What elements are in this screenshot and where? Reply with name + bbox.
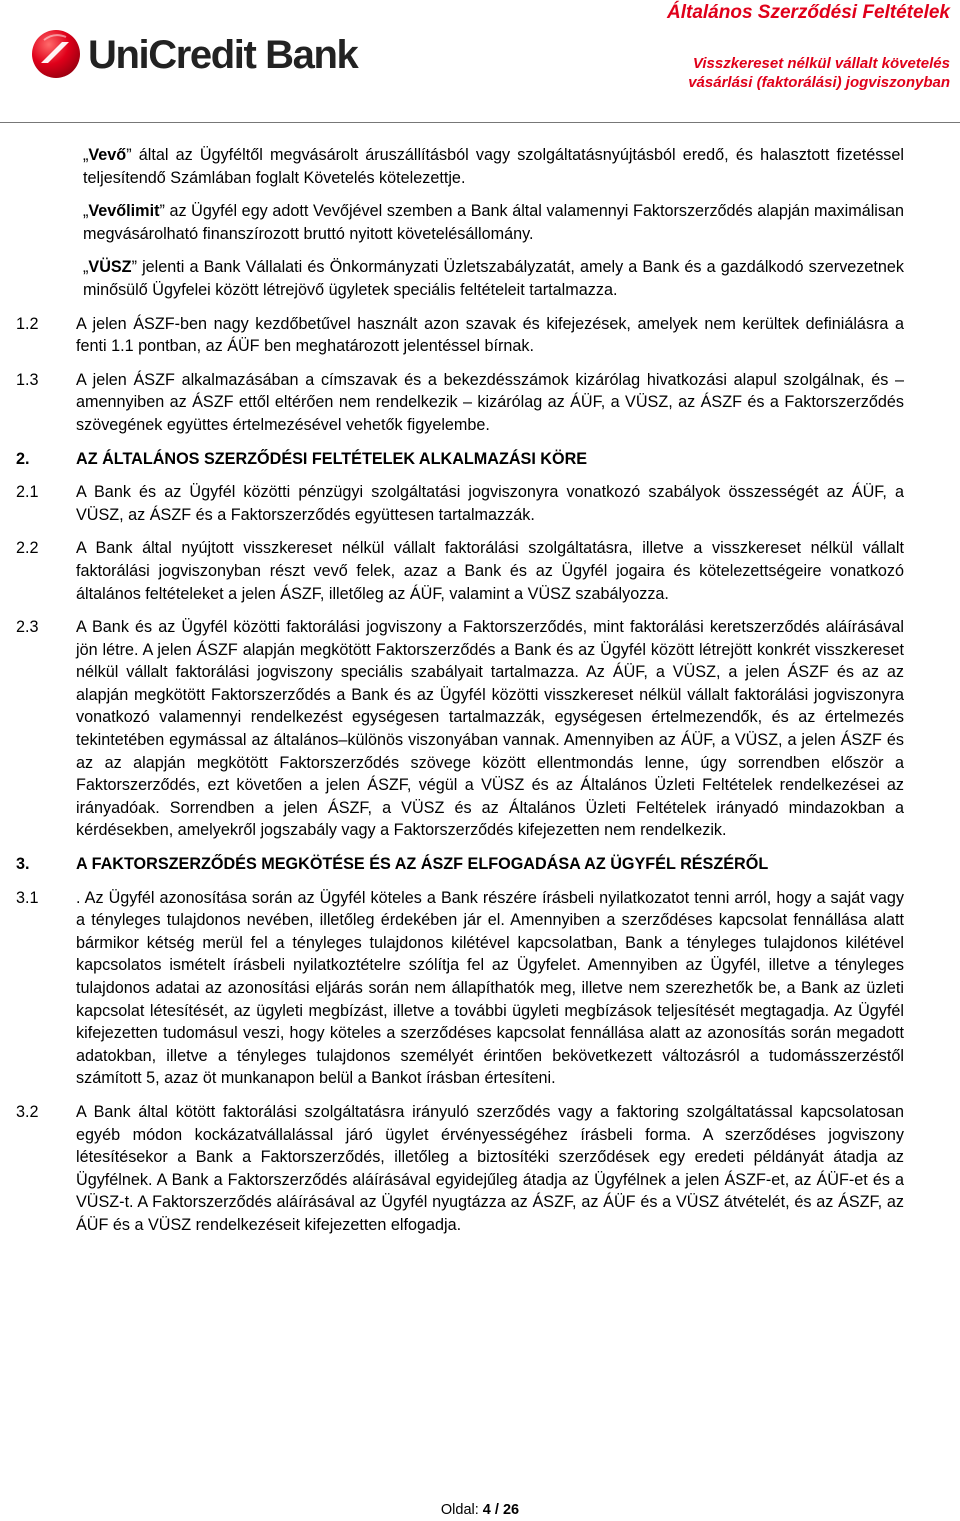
definition-text: az Ügyfél egy adott Vevőjével szemben a Bank által valamennyi Faktorszerződés alapján maximálisan megvásárolható finanszírozott bruttó nyitott követelésállomány.: [83, 202, 904, 243]
header-divider: [0, 122, 960, 123]
section-text: A Bank által nyújtott visszkereset nélkül vállalt faktorálási szolgáltatásra, illetve a visszkereset nélkül vállalt faktorálási jogviszonyban részt vevő felek, azaz a Bank és az Ügyfél jogaira és kötelezettségeire vonatkozó általános feltételeket a jelen ÁSZF, illetőleg az ÁÜF, valamint a VÜSZ szabályozza.: [76, 539, 904, 603]
section-2-3: [16, 616, 904, 842]
definition-vusz: „VÜSZ” jelenti a Bank Vállalati és Önkormányzati Üzletszabályzatát, amely a Bank és a gazdálkodó szervezetnek minősülő Ügyfelei között létrejövő ügyletek speciális feltételeit tartalmazza.: [83, 258, 904, 299]
section-text: . Az Ügyfél azonosítása során az Ügyfél köteles a Bank részére írásbeli nyilatkozatot tenni arról, hogy a saját vagy a tényleges tulajdonos nevében, illetőleg érdekében jár el. Amennyiben a szerződéses kapcsolat fennállása alatt bármikor kétség merül fel a tényleges tulajdonos kilétével kapcsolatban, Bank a tényleges tulajdonos kilétével kapcsolatos ismételt írásbeli nyilatkoztételre szólítja fel az Ügyfelet. Amennyiben az Ügyfél, illetve a tényleges tulajdonos adatai az azonosítási eljárás során nem állapíthatók meg, illetve nem szerezhetők be, a Bank az üzleti kapcsolat létesítését, az ügyleti megbízást, illetve a további ügyleti megbízások teljesítését megtagadja. Az Ügyfél kifejezetten tudomásul veszi, hogy köteles a szerződéses kapcsolat fennállása alatt az azonosítás során megadott adatokban, illetve a tényleges tulajdonos személyét érintően bekövetkezett változásról a tudomásszerzéstől számított 5, azaz öt munkanapon belül a Bankot írásban értesíteni.: [76, 888, 904, 1088]
section-heading: AZ ÁLTALÁNOS SZERZŐDÉSI FELTÉTELEK ALKALMAZÁSI KÖRE: [76, 449, 588, 468]
section-text: A Bank és az Ügyfél közötti faktorálási jogviszony a Faktorszerződés, mint faktorálási keretszerződés aláírásával jön létre. A jelen ÁSZF alapján megkötött Faktorszerződés a Bank és az Ügyfél között létrejött konkrét visszkereset nélkül vállalt faktorálási jogviszony speciális szabályait tartalmazza. Az ÁÜF, a VÜSZ, a jelen ÁSZF és az az alapján megkötött Faktorszerződés a Bank és az Ügyfél közötti visszkereset nélkül vállalt faktorálási jogviszonyra vonatkozó valamennyi rendelkezést egységesen tartalmazzák, egységesen értelmezendők, és az értelmezés tekintetében egymással az általános–különös viszonyában vannak. Amennyiben az ÁÜF, a VÜSZ, a jelen ÁSZF és az az alapján megkötött Faktorszerződés szövege között ellentmondás lenne, úgy sorrendben először a Faktorszerződés, ezt követően a jelen ÁSZF, végül a VÜSZ és az Általános Üzleti Feltételek rendelkezései az irányadóak. Sorrendben a jelen ÁSZF, a VÜSZ és az Általános Üzleti Feltételek irányadó mindazokban a kérdésekben, amelyekről jogszabály vagy a Faktorszerződés kifejezetten nem rendelkezik.: [76, 618, 904, 840]
definition-vevolimit: „Vevőlimit” az Ügyfél egy adott Vevőjével szemben a Bank által valamennyi Faktorszerződés alapján maximálisan megvásárolható finanszírozott bruttó nyitott követelésállomány.: [83, 202, 904, 243]
section-number: 2.: [16, 449, 30, 468]
section-3-2: [16, 1101, 904, 1237]
definition-term: VÜSZ: [88, 258, 132, 277]
section-number: 2.1: [16, 483, 39, 502]
section-number: 1.2: [16, 314, 39, 333]
page-total: 26: [502, 1502, 520, 1518]
section-number: 1.3: [16, 370, 39, 389]
page-label: Oldal:: [440, 1502, 479, 1518]
page-separator: /: [494, 1502, 499, 1518]
definition-term: Vevő: [88, 146, 127, 164]
section-1-2: [16, 313, 904, 358]
section-3-1: [16, 887, 904, 1090]
section-text: A Bank által kötött faktorálási szolgáltatásra irányuló szerződés vagy a faktoring szolgáltatással kapcsolatosan egyéb módon kockázatvállalással járó ügylet érvényességéhez írásbeli forma. A szerződéses jogviszony létesítésekor a Bank a Faktorszerződés, illetőleg a biztosítéki szerződések egy eredeti példányát átadja az Ügyfélnek. A Bank a Faktorszerződés aláírásával egyidejűleg átadja az Ügyfélnek a jelen ÁSZF-et, az ÁÜF-et és a VÜSZ-t. A Faktorszerződés aláírásával az Ügyfél nyugtázza az ÁSZF, az ÁÜF és a VÜSZ átvételét, és az ÁSZF, az ÁÜF és a VÜSZ rendelkezéseit kifejezetten elfogadja.: [76, 1102, 904, 1234]
definition-term: Vevőlimit: [88, 202, 160, 221]
page-current: 4: [482, 1502, 491, 1518]
section-1-3: [16, 369, 904, 437]
page-footer: [0, 1502, 960, 1518]
page-header: [0, 0, 960, 124]
section-2-1: [16, 481, 904, 526]
section-text: A jelen ÁSZF alkalmazásában a címszavak és a bekezdésszámok kizárólag hivatkozási alapul szolgálnak, és – amennyiben az ÁSZF ettől eltérően nem rendelkezik – kizárólag az ÁÜF, a VÜSZ, az ÁSZF és a Faktorszerződés szövegének együttes értelmezésével vehetők figyelembe.: [76, 370, 904, 434]
section-number: 2.2: [16, 539, 39, 558]
section-2-2: [16, 537, 904, 605]
definition-text: által az Ügyféltől megvásárolt áruszállításból vagy szolgáltatásnyújtásból eredő, és halasztott fizetéssel teljesítendő Számlában foglalt Követelés kötelezettje.: [83, 146, 904, 187]
section-heading: A FAKTORSZERZŐDÉS MEGKÖTÉSE ÉS AZ ÁSZF ELFOGADÁSA AZ ÜGYFÉL RÉSZÉRŐL: [76, 855, 769, 874]
section-number: 3.2: [16, 1102, 39, 1121]
brand-logo: [30, 28, 400, 82]
section-number: 3.1: [16, 888, 39, 907]
section-2-heading: [16, 448, 904, 471]
section-text: A jelen ÁSZF-ben nagy kezdőbetűvel használt azon szavak és kifejezések, amelyek nem kerültek definiálásra a fenti 1.1 pontban, az ÁÜF ben meghatározott jelentéssel bírnak.: [76, 314, 904, 356]
section-text: A Bank és az Ügyfél közötti pénzügyi szolgáltatási jogviszonyra vonatkozó szabályok összességét az ÁÜF, a VÜSZ, az ÁSZF és a Faktorszerződés együttesen tartalmazzák.: [76, 483, 904, 524]
document-subtitle: Visszkereset nélkül vállalt követelés vásárlási (faktorálási) jogviszonyban: [688, 55, 950, 91]
definition-text: jelenti a Bank Vállalati és Önkormányzati Üzletszabályzatát, amely a Bank és a gazdálkodó szervezetnek minősülő Ügyfelei között létrejövő ügyletek speciális feltételeit tartalmazza.: [83, 258, 904, 299]
section-number: 2.3: [16, 618, 39, 637]
document-title: Általános Szerződési Feltételek: [667, 2, 950, 23]
document-body: [16, 144, 904, 1248]
section-3-heading: [16, 853, 904, 876]
unicredit-logo-icon: [30, 28, 82, 80]
definition-vevo: „Vevő” által az Ügyféltől megvásárolt áruszállításból vagy szolgáltatásnyújtásból eredő, és halasztott fizetéssel teljesítendő Számlában foglalt Követelés kötelezettje.: [83, 146, 904, 187]
brand-name: UniCredit Bank: [88, 33, 358, 77]
section-number: 3.: [16, 855, 30, 874]
